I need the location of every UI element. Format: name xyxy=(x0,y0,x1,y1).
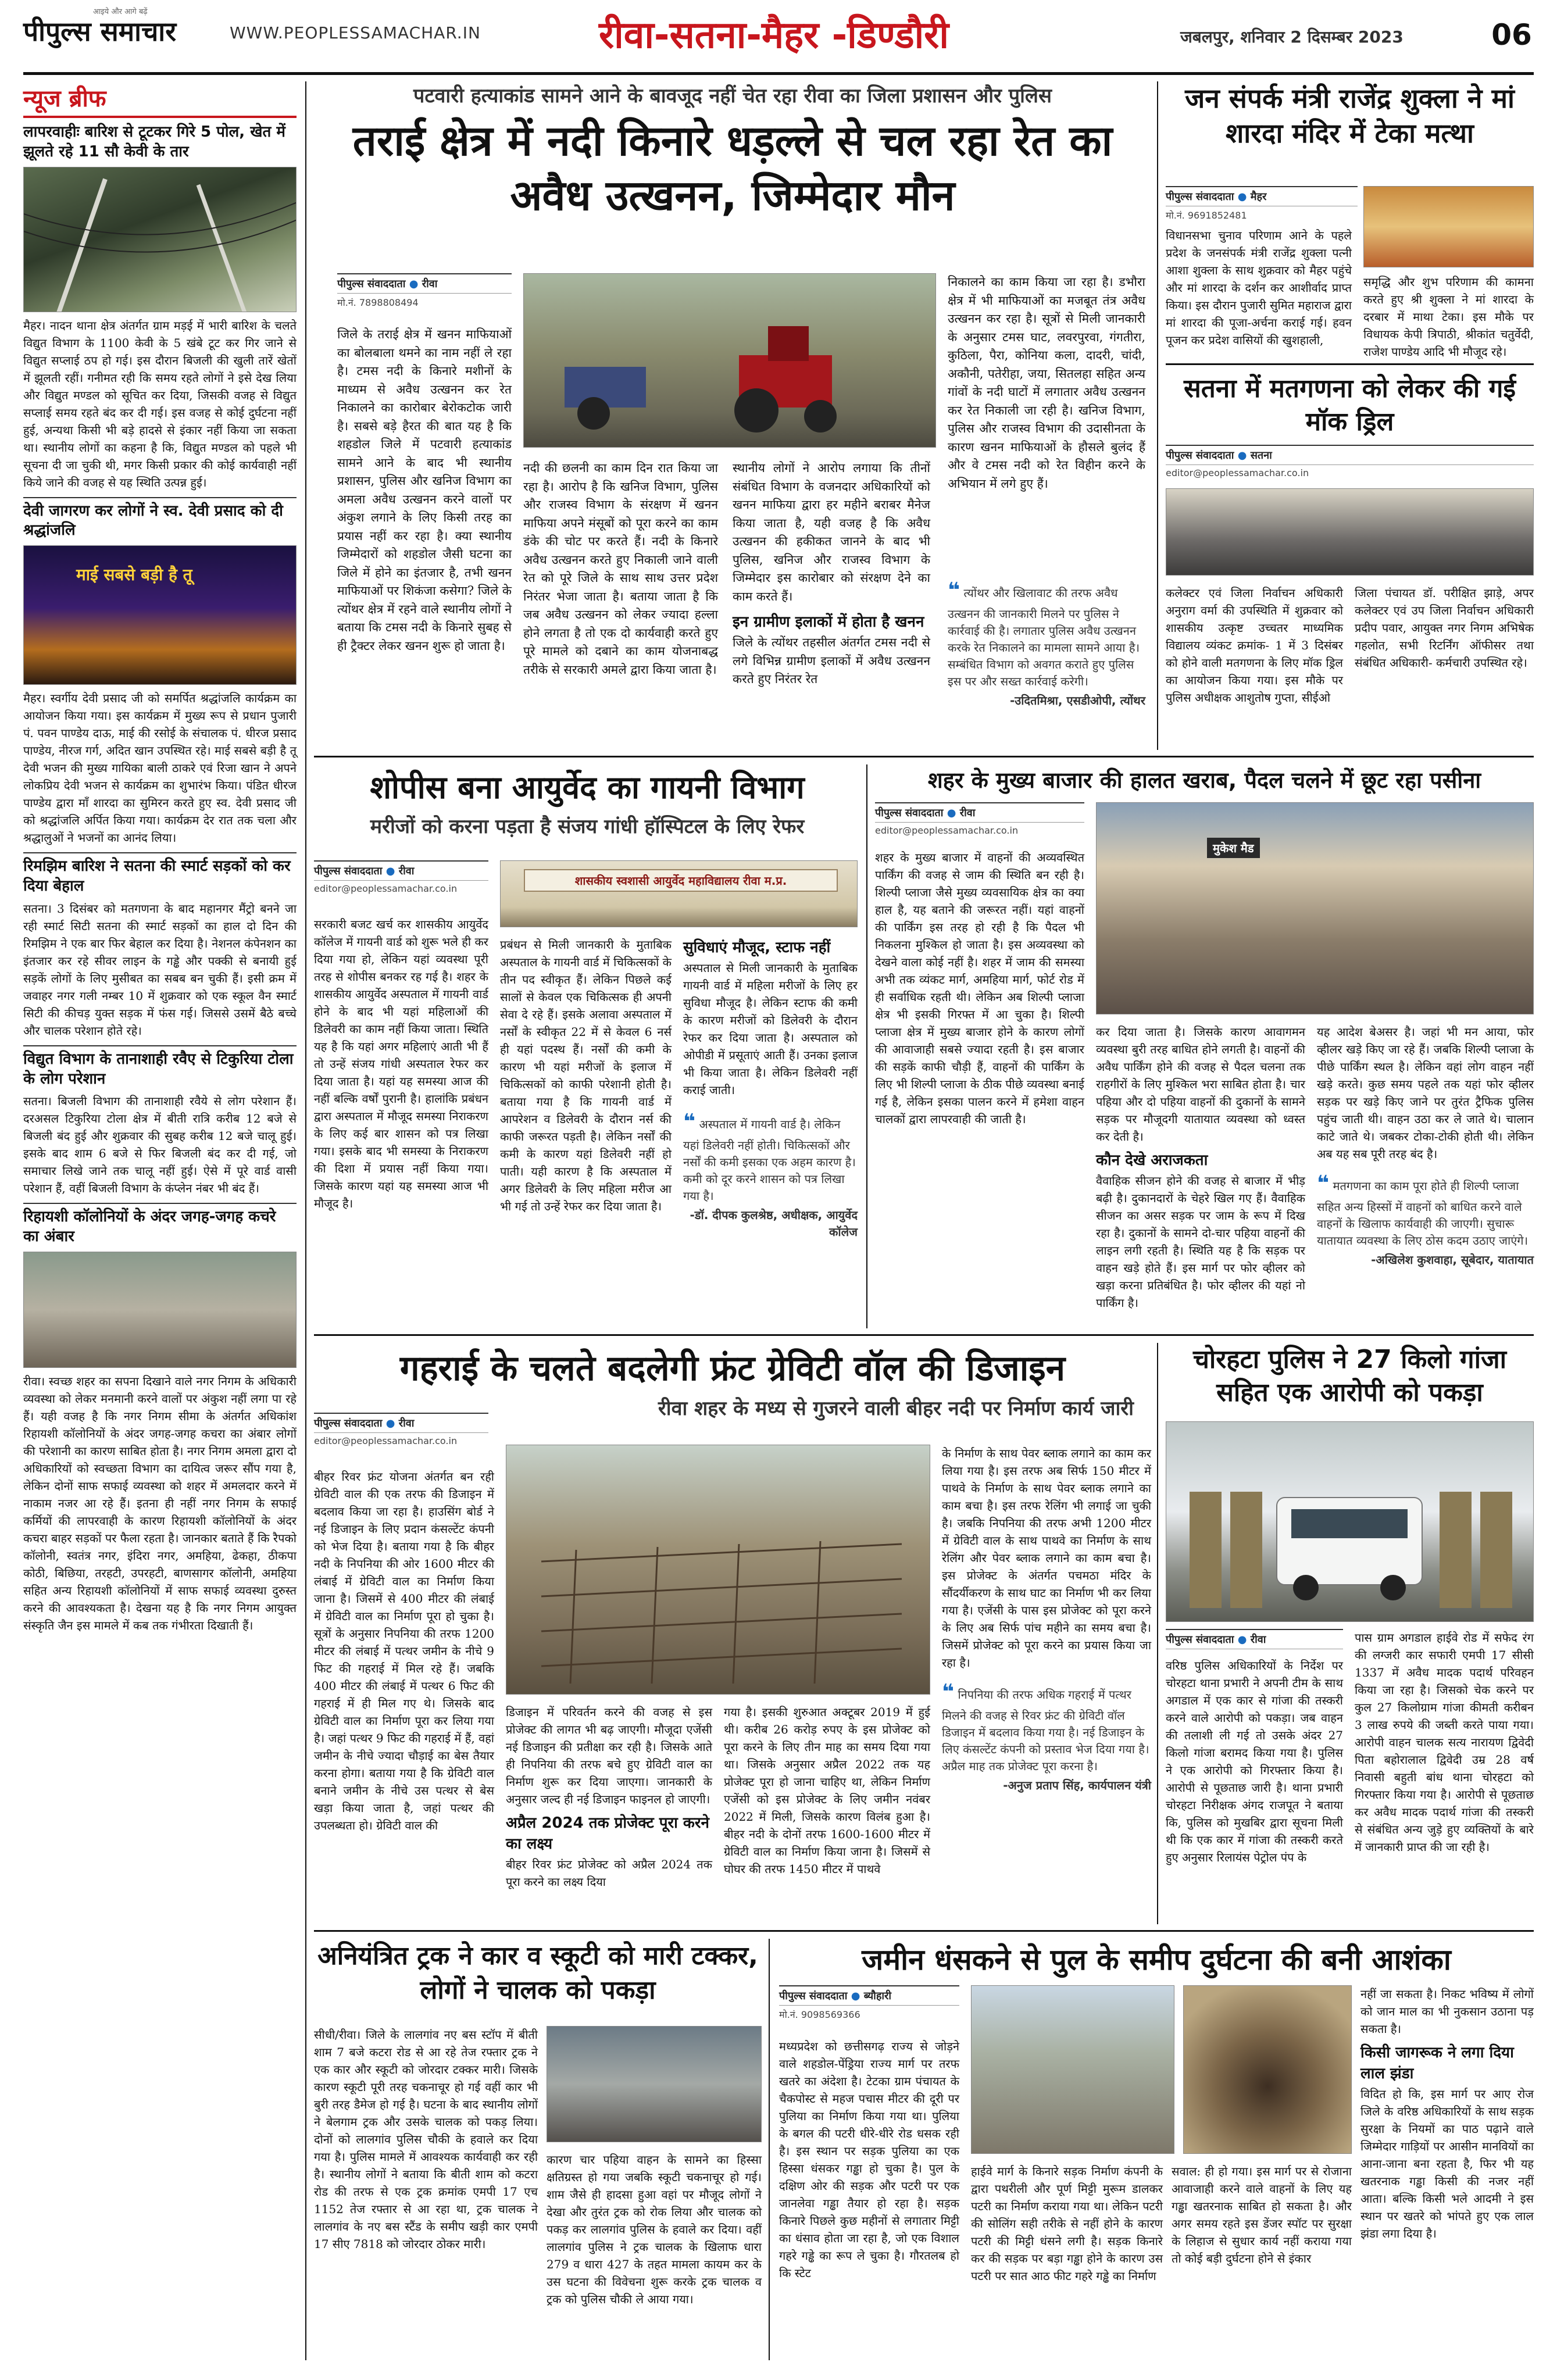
pul-col4-block xyxy=(1360,1985,1534,2242)
reporter-place: रीवा xyxy=(398,1417,415,1430)
mockdrill-photo xyxy=(1166,488,1534,576)
section-rule xyxy=(1166,363,1534,365)
mandir-col1: विधानसभा चुनाव परिणाम आने के पहले प्रदेश के जनसंपर्क मंत्री राजेंद्र शुक्ला पत्नी आशा शुक्ला के साथ शुक्रवार को मैहर पहुंचे और मां शारदा के दर्शन कर आशीर्वाद प्राप्त किया। इस दौरान पुजारी सुमित महाराज द्वारा मां शारदा की पूजा-अर्चना कराई गई। हवन पूजन कर प्रदेश वासियों की खुशहाली, xyxy=(1166,228,1352,347)
bazar-col1: शहर के मुख्य बाजार में वाहनों की अव्यवस्थित पार्किंग की वजह से जाम की स्थिति बन रही है। शिल्पी प्लाजा जैसे मुख्य व्यवसायिक क्षेत्र का क्या हाल है, यह बताने की जरूरत नहीं। यहां वाहनों की पार्किंग इस तरह हो रही है कि पैदल भी निकलना मुश्किल हो जाता है। इस अव्यवस्था को देखने वाला कोई नहीं है। शहर में जाम की समस्या अभी तक व्यंकट मार्ग, अमहिया मार्ग, फोर्ट रोड में ही सर्वाधिक रहती थी। लेकिन अब शिल्पी प्लाजा क्षेत्र भी इसकी गिरफ्त में आ चुका है। शिल्पी प्लाजा क्षेत्र में मुख्य बाजार होने के कारण लोगों की आवाजाही सबसे ज्यादा रहती है। इस बाजार की सड़कें काफी चौड़ी हैं, वाहनों की पार्किंग के लिए भी शिल्पी प्लाजा के ठीक पीछे व्यवस्था बनाई गई है, लेकिन इसका पालन करने में हमेशा वाहन चालकों द्वारा लापरवाही की जाती है। xyxy=(875,850,1084,1126)
bazar-byline: पीपुल्स संवाददाता ● रीवा editor@peoplessamachar.co.in xyxy=(875,802,1084,836)
brief-headline: रिहायशी कॉलोनियों के अंदर जगह-जगह कचरे का अंबार xyxy=(23,1208,276,1246)
brief-item xyxy=(23,497,297,847)
ayurved-headline: शोपीस बना आयुर्वेद का गायनी विभाग xyxy=(370,769,805,806)
mandir-col2: समृद्धि और शुभ परिणाम की कामना करते हुए श्री शुक्ला ने मां शारदा के दरबार में माथा टेका। इस मौके पर विधायक केपी त्रिपाठी, श्रीकांत चतुर्वेदी, राजेश पाण्डेय आदि भी मौजूद रहे। xyxy=(1363,275,1534,359)
ayurved-quote-text: अस्पताल में गायनी वार्ड है। लेकिन यहां डिलेवरी नहीं होती। चिकित्सकों और नर्सों की कमी इसका एक अहम कारण है। कमी को दूर करने शासन को पत्र लिखा गया है। xyxy=(683,1117,856,1203)
reporter-place: रीवा xyxy=(1250,1634,1266,1646)
wall-quote-by: -अनुज प्रताप सिंह, कार्यपालन यंत्री xyxy=(1003,1778,1151,1793)
reporter-email[interactable]: editor@peoplessamachar.co.in xyxy=(314,883,458,894)
reporter-place: रीवा xyxy=(959,807,976,819)
lead-byline: पीपुल्स संवाददाता ● रीवा मो.नं. 7898808494 xyxy=(337,273,512,309)
lead-quote-by: -उदितमिश्रा, एसडीओपी, त्योंथर xyxy=(1009,694,1145,708)
section-rule xyxy=(314,1334,1534,1336)
reporter-place: सतना xyxy=(1250,449,1272,462)
brief-item xyxy=(23,1203,297,1634)
brief-item xyxy=(23,1045,297,1198)
ayurved-col3-block xyxy=(683,936,858,1241)
wall-col2b: बीहर रिवर फ्रंट प्रोजेक्ट को अप्रैल 2024 तक पूरा करने का लक्ष्य दिया xyxy=(506,1857,712,1889)
dateline: जबलपुर, शनिवार 2 दिसम्बर 2023 xyxy=(1180,27,1404,47)
mandir-headline: जन संपर्क मंत्री राजेंद्र शुक्ला ने मां शारदा मंदिर में टेका मत्था xyxy=(1185,83,1515,149)
fallen-poles-illustration xyxy=(24,167,297,312)
wall-quote xyxy=(942,1677,1151,1794)
reporter-place: रीवा xyxy=(398,865,415,877)
brief-item xyxy=(23,123,297,491)
lead-story xyxy=(314,81,1151,750)
site-url[interactable]: WWW.PEOPLESSAMACHAR.IN xyxy=(230,23,481,42)
pul-col1: मध्यप्रदेश को छत्तीसगढ़ राज्य से जोड़ने वाले शहडोल-पेंड्रिया राज्य मार्ग पर तरफ खतरे का अंदेशा है। टेटका ग्राम पंचायत के चैकपोस्ट से महज पचास मीटर की दूरी पर पुलिया का निर्माण किया गया था। पुलिया के बगल की पटरी धीरे-धीरे रोड धसक रही है। इस स्थान पर सड़क पुलिया का एक हिस्सा धंसकर गड्ढा हो चुका है। पुल के दक्षिण ओर की सड़क और पटरी पर एक जानलेवा गड्ढा तैयार हो रहा है। सड़क किनारे पिछले कुछ महीनों से लगातार मिट्टी का धंसाव होता जा रहा है, जो एक विशाल गहरे गड्ढे का रूप ले चुका है। गौरतलब हो कि स्टेट xyxy=(779,2039,959,2280)
reporter-label: पीपुल्स संवाददाता xyxy=(314,865,383,877)
wall-col2-block xyxy=(506,1703,712,1891)
rebar-illustration xyxy=(506,1445,930,1695)
reporter-email[interactable]: editor@peoplessamachar.co.in xyxy=(314,1435,458,1446)
reporter-place: ब्यौहारी xyxy=(863,1990,892,2002)
quote-mark-icon: ❝ xyxy=(942,1680,955,1704)
wall-byline: पीपुल्स संवाददाता ● रीवा editor@peoplessamachar.co.in xyxy=(314,1413,488,1446)
wall-col2-subhead: अप्रैल 2024 तक प्रोजेक्ट पूरा करने का लक्ष्य xyxy=(506,1814,709,1853)
reporter-label: पीपुल्स संवाददाता xyxy=(1166,191,1234,203)
brand-tag: आइये और आगे बढ़ें xyxy=(93,8,148,16)
ayurved-col2: प्रबंधन से मिली जानकारी के मुताबिक अस्पताल के गायनी वार्ड में चिकित्सकों के तीन पद स्वीकृत हैं। लेकिन पिछले कई सालों से केवल एक चिकित्सक ही अपनी सेवा दे रहे हैं। इसके अलावा अस्पताल में नर्सों के स्वीकृत 22 में से केवल 6 नर्स ही यहां पदस्थ हैं। नर्सों की कमी के कारण भी यहां मरीजों के इलाज में चिकित्सकों को काफी परेशानी होती है। बताया गया है कि गायनी वार्ड में आपरेशन व डिलेवरी के दौरान नर्स की काफी जरूरत पड़ती है। लेकिन नर्सों की कमी के कारण यहां डिलेवरी नहीं हो पाती। यही कारण है कि अस्पताल में अगर डिलेवरी के लिए महिला मरीज आ भी गई तो उन्हें रेफर कर दिया जाता है। xyxy=(500,938,672,1213)
wall-quote-text: निपनिया की तरफ अधिक गहराई में पत्थर मिलने की वजह से रिवर फ्रंट की ग्रेविटी वॉल डिजाइन में बदलाव किया गया है। नई डिजाइन के लिए कंसल्टेंट कंपनी को प्रस्ताव भेज दिया गया है। अप्रैल माह तक प्रोजेक्ट पूरा करना है। xyxy=(942,1688,1149,1774)
lead-quote-text: त्योंथर और खिलावाट की तरफ अवैध उत्खनन की जानकारी मिलने पर पुलिस ने कार्रवाई की है। लगातार पुलिस अवैध उत्खनन करके रेत निकालने का मामला सामने आया है। सम्बंधित विभाग को अवगत कराते हुए पुलिस इस पर और सख्त कार्रवाई करेगी। xyxy=(948,586,1140,689)
reporter-label: पीपुल्स संवाददाता xyxy=(779,1990,848,2002)
wall-photo xyxy=(506,1445,930,1695)
ayurved-quote-by: -डॉ. दीपक कुलश्रेष्ठ, अधीक्षक, आयुर्वेद कॉलेज xyxy=(690,1208,858,1239)
bazar-headline: शहर के मुख्य बाजार की हालत खराब, पैदल चलने में छूट रहा पसीना xyxy=(927,767,1481,793)
police-car-illustration xyxy=(1166,1422,1534,1622)
brief-headline: रिमझिम बारिश ने सतना की स्मार्ट सड़कों को कर दिया बेहाल xyxy=(23,857,291,895)
bazar-col2-block xyxy=(1096,1023,1305,1311)
wall-col4-block xyxy=(942,1445,1151,1794)
bazar-col3: यह आदेश बेअसर है। जहां भी मन आया, फोर व्हीलर खड़े किए जा रहे हैं। जबकि शिल्पी प्लाजा के पीछे पार्किंग स्थल है। लेकिन वहां लोग वाहन नहीं खड़े करते। कुछ समय पहले तक यहां फोर व्हीलर सड़क पर खड़े किए जाने पर तुरंत ट्रैफिक पुलिस पहुंच जाती थी। वाहन उठा कर ले जाते थे। चालान काटे जाते थे। जबकर टोका-टोकी होती थी। लेकिन अब यह सब पूरी तरह बंद है। xyxy=(1317,1025,1534,1161)
pul-col3: सवाल: ही हो गया। इस मार्ग पर से रोजाना आवाजाही करने वाले वाहनों के लिए यह गड्ढा खतरनाक साबित हो सकता है। और अगर समय रहते इस डेंजर स्पॉट पर सुरक्षा के लिहाज से सुधार कार्य नहीं कराया गया तो कोई बड़ी दुर्घटना होने से इंकार xyxy=(1172,2164,1352,2265)
brief-title: न्यूज ब्रीफ xyxy=(23,81,297,118)
mandir-byline: पीपुल्स संवाददाता ● मैहर मो.नं. 9691852481 xyxy=(1166,186,1358,221)
mockdrill-headline: सतना में मतगणना को लेकर की गई मॉक ड्रिल xyxy=(1183,374,1516,437)
quote-mark-icon: ❝ xyxy=(1317,1171,1330,1195)
ganja-photo xyxy=(1166,1421,1534,1622)
brief-headline: देवी जागरण कर लोगों ने स्व. देवी प्रसाद को दी श्रद्धांजलि xyxy=(23,502,283,539)
brief-body: मैहर। नादन थाना क्षेत्र अंतर्गत ग्राम मड़ई में भारी बारिश के चलते विद्युत विभाग के 1100 केवी के 5 खंबे टूट कर गिर जाने से विद्युत सप्लाई ठप हो गई। इस दौरान बिजली की खुली तारें खेतों में झूलती रहीं। गनीमत रही कि समय रहते लोगों ने इसे देख लिया और विद्युत मण्डल को सूचित कर दिया, जिसकी वजह से विद्युत सप्लाई समय रहते बंद कर दी गई। इस वजह से कोई दुर्घटना नहीं हुई, अन्यथा किसी भी बड़े हादसे से इंकार नहीं किया जा सकता था। स्थानीय लोगों का कहना है कि, विद्युत मण्डल को पहले भी सूचना दी जा चुकी थी, मगर किसी प्रकार की कोई कार्यवाही नहीं किये जाने की वजह से यह स्थिति उत्पन्न हुई। xyxy=(23,318,297,489)
wall-col1: बीहर रिवर फ्रंट योजना अंतर्गत बन रही ग्रेविटी वाल की एक तरफ की डिजाइन में बदलाव किया जा रहा है। हाउसिंग बोर्ड ने नई डिजाइन के लिए प्रदान कंसल्टेंट कंपनी को भेज दिया है। बताया गया है कि बीहर नदी के निपनिया की ओर 1600 मीटर की लंबाई में ग्रेविटी वाल का निर्माण किया जाना है। जिसमें से 400 मीटर की लंबाई में ग्रेविटी वाल का निर्माण पूरा हो चुका है। सूत्रों के अनुसार निपनिया की तरफ 1200 मीटर की लंबाई में पत्थर जमीन के नीचे 9 फिट की गहराई में मिल रहे हैं। जबकि 400 मीटर की लंबाई में पत्थर 6 फिट की गहराई में ही मिल गए थे। जिसके बाद ग्रेविटी वाल का निर्माण पूरा कर लिया गया है। जहां पत्थर 9 फिट की गहराई में हैं, वहां जमीन के नीचे ज्यादा चौड़ाई का बेस तैयार करना होगा। बताया गया है कि ग्रेविटी वाल बनाने जमीन के नीचे उस पत्थर से बेस खड़ा किया जाता है, जहां पत्थर की उपलब्धता हो। ग्रेविटी वाल की xyxy=(314,1470,494,1832)
brief-body: सतना। 3 दिसंबर को मतगणना के बाद महानगर मैंट्रो बनने जा रही स्मार्ट सिटी सतना की स्मार्ट सड़कों का हाल दो दिन की रिमझिम ने एक बार फिर बेहाल कर दिया है। नेशनल कंपेनशन का इंतजार कर रहे सीवर लाइन के गड्ढे और पक्की से बनायी हुई सड़कें लोगों के लिए मुसीबत का सबब बन चुकी हैं। इसी क्रम में जवाहर नगर गली नम्बर 10 में शुक्रवार को एक स्कूल वैन स्मार्ट सिटी की कीचड़ युक्त सड़क में फंस गई। जिससे उसमें बैठे बच्चे और चालक परेशान होते रहे। xyxy=(23,901,297,1038)
pul-byline: पीपुल्स संवाददाता ● ब्यौहारी मो.नं. 9098569366 xyxy=(779,1985,959,2021)
ganja-byline: पीपुल्स संवाददाता ● रीवा xyxy=(1166,1629,1343,1649)
bazar-story xyxy=(875,764,1534,1328)
pul-col4-subhead: किसी जागरूक ने लगा दिया लाल झंडा xyxy=(1360,2044,1514,2082)
lead-quote xyxy=(948,576,1145,709)
reporter-mobile: मो.नं. 9691852481 xyxy=(1166,210,1247,221)
bazar-quote-text: मतगणना का काम पूरा होते ही शिल्पी प्लाजा सहित अन्य हिस्सों में वाहनों को बाधित करने वाले वाहनों के खिलाफ कार्यवाही की जाएगी। सुचारू यातायात व्यवस्था के लिए ठोस कदम उठाए जाएंगे। xyxy=(1317,1179,1529,1248)
bazar-photo xyxy=(1096,802,1534,1014)
ayurved-col3-subhead: सुविधाएं मौजूद, स्टाफ नहीं xyxy=(683,939,831,956)
mandir-photo xyxy=(1363,186,1534,267)
bazar-col2: कर दिया जाता है। जिसके कारण आवागमन व्यवस्था बुरी तरह बाधित होने लगती है। वाहनों की अवैध पार्किंग होने की वजह से पैदल चलना तक राहगीरों के लिए मुश्किल भरा साबित होता है। चार पहिया और दो पहिया वाहनों की दुकानों के सामने सड़क पर मौजूदगी यातायात व्यवस्था को ध्वस्त कर देती है। xyxy=(1096,1025,1305,1143)
truck-col2: कारण चार पहिया वाहन के सामने का हिस्सा क्षतिग्रस्त हो गया जबकि स्कूटी चकनाचूर हो गई। शाम जैसे ही हादसा हुआ वहां पर मौजूद लोगों ने देखा और तुरंत ट्रक को रोक लिया और चालक को पकड़ कर लालगांव पुलिस के हवाले कर दिया। वहीं लालगांव पुलिस ने ट्रक चालक के खिलाफ धारा 279 व धारा 427 के तहत मामला कायम कर के उस घटना की विवेचना शुरू करके ट्रक चालक व ट्रक को पुलिस चौकी ले आया गया। xyxy=(547,2153,762,2306)
column-divider xyxy=(866,764,867,1328)
reporter-email[interactable]: editor@peoplessamachar.co.in xyxy=(875,825,1019,836)
lead-headline: तराई क्षेत्र में नदी किनारे धड़ल्ले से चल रहा रेत का अवैध उत्खनन, जिम्मेदार मौन xyxy=(352,116,1113,220)
bazar-col3-block xyxy=(1317,1023,1534,1268)
bazar-quote xyxy=(1317,1168,1534,1268)
brief-column xyxy=(23,81,297,2360)
mockdrill-byline: पीपुल्स संवाददाता ● सतना editor@peoplessamachar.co.in xyxy=(1166,445,1534,478)
wall-col2: डिजाइन में परिवर्तन करने की वजह से इस प्रोजेक्ट की लागत भी बढ़ जाएगी। मौजूदा एजेंसी नई डिजाइन की प्रतीक्षा कर रही है। जिसके आते ही निपनिया की तरफ बचे हुए ग्रेविटी वाल का निर्माण शुरू कर दिया जाएगा। जानकारी के अनुसार जल्द ही नई डिजाइन फाइनल हो जाएगी। xyxy=(506,1705,712,1806)
masthead xyxy=(0,0,1557,73)
column-divider xyxy=(769,1939,770,2360)
tractor-illustration xyxy=(524,274,936,448)
brief-body: रीवा। स्वच्छ शहर का सपना दिखाने वाले नगर निगम के अधिकारी व्यवस्था को लेकर मनमानी करने वालों पर अंकुश नहीं लगा पा रहे हैं। यही वजह है कि नगर निगम सीमा के अंतर्गत अधिकांश रिहायशी कॉलोनियों के अंदर जगह-जगह कचरा का अंबार लोगों की परेशानी का कारण साबित होता है। नगर निगम अमला द्वारा दो अधिकारियों को स्वच्छता विभाग का दायित्व जरूर सौंप गया है, लेकिन दोनों साफ सफाई व्यवस्था को शहर में अमलदार करने में नाकाम नजर आ रहे हैं। इतना ही नहीं नगर निगम के सफाई कर्मियों की लापरवाही के कारण रिहायशी कॉलोनियों के अंदर कचरा बाहर सड़कों पर फैला रहता है। जानकार बताते हैं कि रैपको कॉलोनी, स्वतंत्र नगर, इंदिरा नगर, अमहिया, ढेकहा, ठीकपा कोठी, बिछिया, तरहटी, उपरहटी, बाणसागर कॉलोनी, अमहिया सहित अन्य रिहायशी कॉलोनियों में साफ सफाई व्यवस्था दुरुस्त करने की आवश्यकता है। देखना यह है कि नगर निगम आयुक्त संस्कृति जैन इस मामले में कब तक गंभीरता दिखाती हैं। xyxy=(23,1374,297,1632)
lead-col1: जिले के तराई क्षेत्र में खनन माफियाओं का बोलबाला थमने का नाम नहीं ले रहा है। टमस नदी के किनारे मशीनों के माध्यम से अवैध उत्खनन कर रेत निकालने का कारोबार बेरोकटोक जारी है। सबसे बड़े हैरत की बात यह है कि शहडोल जिले में पटवारी हत्याकांड सामने आने के बाद भी स्थानीय प्रशासन, पुलिस और खनिज विभाग का अमला अवैध उत्खनन करने वालों पर अंकुश लगाने के लिए किसी तरह का प्रयास नहीं कर रहा है। क्या स्थानीय जिम्मेदारों को शहडोल जैसी घटना का जिले में होने का इंतजार है, तभी खनन माफियाओं पर शिकंजा कसेगा? जिले के त्योंथर क्षेत्र में रहने वाले स्थानीय लोगों ने बताया कि टमस नदी के किनारे सुबह से ही ट्रैक्टर लेकर खनन शुरू हो जाता है। xyxy=(337,327,512,653)
bazar-quote-by: -अखिलेश कुशवाहा, सूबेदार, यातायात xyxy=(1371,1253,1534,1267)
brief-headline: विद्युत विभाग के तानाशाही रवैए से टिकुरिया टोला के लोग परेशान xyxy=(23,1050,294,1088)
pul-headline: जमीन धंसकने से पुल के समीप दुर्घटना की बनी आशंका xyxy=(862,1943,1451,1977)
reporter-label: पीपुल्स संवाददाता xyxy=(314,1417,383,1430)
ayurved-col3: अस्पताल से मिली जानकारी के मुताबिक गायनी वार्ड में महिला मरीजों के लिए हर सुविधा मौजूद है। लेकिन स्टाफ की कमी के कारण मरीजों को डिलेवरी के दौरान रेफर कर दिया जाता है। अस्पताल को ओपीडी में प्रसूताएं आती हैं। उनका इलाज भी किया जाता है। लेकिन डिलेवरी नहीं कराई जाती। xyxy=(683,961,858,1097)
brand-logo xyxy=(23,8,215,59)
wall-story xyxy=(314,1343,1151,1924)
truck-photo xyxy=(547,2026,762,2142)
reporter-place: मैहर xyxy=(1250,191,1267,203)
mockdrill-col1: कलेक्टर एवं जिला निर्वाचन अधिकारी अनुराग वर्मा की उपस्थिति में शुक्रवार को शासकीय उत्कृष्ट उच्चतर माध्यमिक विद्यालय व्यंकट क्रमांक- 1 में 3 दिसंबर को होने वाली मतगणना के लिए मॉक ड्रिल का आयोजन किया गया। इस मौके पर पुलिस अधीक्षक आशुतोष गुप्ता, सीईओ xyxy=(1166,586,1343,705)
quote-mark-icon: ❝ xyxy=(683,1110,696,1134)
lead-col4: निकालने का काम किया जा रहा है। डभौरा क्षेत्र में भी माफियाओं का मजबूत तंत्र अवैध उत्खनन कर रहा है। सूत्रों से मिली जानकारी के अनुसार टमस घाट, लवरपुरवा, गंगतीरा, कुठिला, पैरा, कोनिया कला, दादरी, चांदी, अकौनी, पतेरीहा, जया, सितलहा सहित अन्य गांवों के नदी घाटों में लगातार अवैध उत्खनन कर रेत निकाली जा रही है। खनिज विभाग, पुलिस और राजस्व विभाग की उदासीनता के कारण खनन माफियाओं के हौसले बुलंद हैं और वे टमस नदी को रेत विहीन करने के अभियान में लगे हुए हैं। xyxy=(948,275,1145,491)
brief-body: मैहर। स्वर्गीय देवी प्रसाद जी को समर्पित श्रद्धांजलि कार्यक्रम का आयोजन किया गया। इस कार्यक्रम में मुख्य रूप से प्रधान पुजारी पं. पवन पाण्डेय दाऊ, माई की रसोई के संचालक पं. धीरज प्रसाद पाण्डेय, नीरज गर्ग, अदित खान उपस्थित रहे। माई सबसे बड़ी है तू देवी भजन की मुख्य गायिका बाली ठाकरे एवं रिजा खान ने अपने लोकप्रिय देवी भजन से कार्यक्रम का शुभारंभ किया। पंडित धीरज पाण्डेय द्वारा माँ शारदा का सुमिरन करते हुए स्व. देवी प्रसाद जी को श्रद्धांजलि अर्पित किया गया। कार्यक्रम देर रात तक चला और श्रद्धालुओं ने भजनों का आनंद लिया। xyxy=(23,691,297,845)
news-photo xyxy=(23,167,297,312)
truck-story xyxy=(314,1939,762,2360)
shop-sign: मुकेश मैड xyxy=(1207,838,1260,858)
lead-col3-subhead: इन ग्रामीण इलाकों में होता है खनन xyxy=(733,613,924,631)
wall-deck: रीवा शहर के मध्य से गुजरने वाली बीहर नदी पर निर्माण कार्य जारी xyxy=(658,1397,1134,1420)
brand-name: पीपुल्स समाचार xyxy=(23,16,177,47)
news-photo xyxy=(23,1252,297,1368)
mandir-story xyxy=(1166,81,1534,359)
truck-headline: अनियंत्रित ट्रक ने कार व स्कूटी को मारी टक्कर, लोगों ने चालक को पकड़ा xyxy=(317,1941,758,2006)
masthead-rule xyxy=(23,72,1534,75)
ganja-headline: चोरहटा पुलिस ने 27 किलो गांजा सहित एक आरोपी को पकड़ा xyxy=(1192,1345,1507,1408)
mockdrill-col2: जिला पंचायत डॉ. परीक्षित झाड़े, अपर कलेक्टर एवं उप जिला निर्वाचन अधिकारी प्रदीप पवार, आयुक्त नगर निगम अभिषेक गहलोत, सभी रिटर्निंग ऑफीसर तथा संबंधित अधिकारी- कर्मचारी उपस्थित रहे। xyxy=(1355,586,1534,670)
college-sign: शासकीय स्वशासी आयुर्वेद महाविद्यालय रीवा म.प्र. xyxy=(524,869,838,892)
ganja-story xyxy=(1166,1343,1534,1924)
reporter-email[interactable]: editor@peoplessamachar.co.in xyxy=(1166,467,1309,478)
lead-col3: स्थानीय लोगों ने आरोप लगाया कि तीनों संबंधित विभाग के वजनदार अधिकारियों को खनन माफिया द्वारा हर महीने बराबर मैनेज किया जाता है, यही वजह है कि अवैध उत्खनन की हकीकत जानने के बाद भी पुलिस, खनिज और राजस्व विभाग के जिम्मेदार इस कारोबार को संरक्षण देने का काम करते हैं। xyxy=(733,461,930,603)
pul-pit-photo xyxy=(1183,1985,1352,2154)
wall-headline: गहराई के चलते बदलेगी फ्रंट ग्रेविटी वॉल की डिजाइन xyxy=(399,1348,1066,1389)
ayurved-col1: सरकारी बजट खर्च कर शासकीय आयुर्वेद कॉलेज में गायनी वार्ड को शुरू भले ही कर दिया गया हो, लेकिन यहां व्यवस्था पूरी तरह से शोपीस बनकर रह गई है। शहर के शासकीय आयुर्वेद अस्पताल में गायनी वार्ड होने के बाद भी यहां महिलाओं की डिलेवरी का काम नहीं किया जाता। स्थिति यह है कि यहां अगर महिलाएं आती भी हैं तो उन्हें संजय गांधी अस्पताल रेफर कर दिया जाता है। यहां यह समस्या आज की नहीं बल्कि वर्षों पुरानी है। हालांकि प्रबंधन द्वारा अस्पताल में मौजूद समस्या निराकरण के लिए कई बार शासन को पत्र लिखा गया। इसके बाद भी समस्या के निराकरण की दिशा में प्रयास नहीं किया गया। जिसके कारण यहां यह समस्या आज भी मौजूद है। xyxy=(314,917,488,1210)
pul-col2: हाईवे मार्ग के किनारे सड़क निर्माण कंपनी के द्वारा पथरीली और पूर्ण मिट्टी मुरूम डालकर पटरी का निर्माण कराया गया था। लेकिन पटरी की सोलिंग सही तरीके से नहीं होने के कारण पटरी की मिट्टी धंसने लगी है। सड़क किनारे कर की सड़क पर बड़ा गड्ढा होने के कारण उस पटरी पर सात आठ फीट गहरे गड्ढे का निर्माण xyxy=(971,2164,1163,2283)
reporter-label: पीपुल्स संवाददाता xyxy=(337,278,406,290)
pul-col4b: विदित हो कि, इस मार्ग पर आए रोज जिले के वरिष्ठ अधिकारियों के साथ सड़क सुरक्षा के नियमों का पाठ पढ़ाने वाले जिम्मेदार गाड़ियों पर आसीन मानवियों का आना-जाना बना रहता है, फिर भी यह खतरनाक गड्ढा किसी की नजर नहीं आता। बल्कि किसी भले आदमी ने इस स्थान पर खतरे को भांपते हुए एक लाल झंडा लगा दिया है। xyxy=(1360,2087,1534,2240)
reporter-label: पीपुल्स संवाददाता xyxy=(875,807,944,819)
brief-headline: लापरवाहीः बारिश से टूटकर गिरे 5 पोल, खेत में झूलते रहे 11 सौ केवी के तार xyxy=(23,123,285,160)
bazar-col2-subhead: कौन देखे अराजकता xyxy=(1096,1152,1208,1169)
lead-photo xyxy=(523,273,936,448)
reporter-place: रीवा xyxy=(422,278,438,290)
ayurved-deck: मरीजों को करना पड़ता है संजय गांधी हॉस्पिटल के लिए रेफर xyxy=(370,815,805,838)
column-divider xyxy=(305,81,306,2360)
news-photo xyxy=(23,545,297,685)
pul-col4: नहीं जा सकता है। निकट भविष्य में लोगों को जान माल का भी नुकसान उठाना पड़ सकता है। xyxy=(1360,1987,1534,2036)
lead-col2: नदी की छलनी का काम दिन रात किया जा रहा है। आरोप है कि खनिज विभाग, पुलिस और राजस्व विभाग के संरक्षण में खनन माफिया अपने मंसूबों को पूरा करने का काम डंके की चोट पर करते हैं। नदी के किनारे अवैध उत्खनन करते हुए निकाली जाने वाली रेत को पूरे जिले के साथ साथ उत्तर प्रदेश निरंतर भेजा जाता है। बताया जाता है कि जब अवैध उत्खनन को लेकर ज्यादा हल्ला होने लगता है तो एक दो कार्यवाही करते हुए पूरे मामले को दबाने का काम योजनाबद्ध तरीके से सरकारी अमले द्वारा किया जाता है। xyxy=(523,461,718,677)
lead-col3b: जिले के त्योंथर तहसील अंतर्गत टमस नदी से लगे विभिन्न ग्रामीण इलाकों में अवैध उत्खनन करते हुए निरंतर रेत xyxy=(733,635,930,686)
ayurved-quote xyxy=(683,1107,858,1241)
wall-col3: गया है। इसकी शुरुआत अक्टूबर 2019 में हुई थी। करीब 26 करोड़ रुपए के इस प्रोजेक्ट को पूरा करने के लिए तीन माह का समय दिया गया था। जिसके अनुसार अप्रैल 2022 तक यह प्रोजेक्ट पूरा हो जाना चाहिए था, लेकिन निर्माण एजेंसी को इस प्रोजेक्ट के लिए जमीन नवंबर 2022 में मिली, जिसके कारण विलंब हुआ है। बीहर नदी के दोनों तरफ 1600-1600 मीटर में ग्रेविटी वाल का निर्माण किया जाना है। जिसमें से घोघर की तरफ 1450 मीटर में पाथवे xyxy=(724,1705,930,1876)
ganja-col2: पास ग्राम अगडाल हाईवे रोड में सफेद रंग की लग्जरी कार सफारी एमपी 17 सीसी 1337 में अवैध मादक पदार्थ परिवहन किया जा रहा है। जिसको चेक करने पर कुल 27 किलोग्राम गांजा कीमती करीबन 3 लाख रुपये की जब्ती करते पाया गया। आरोपी वाहन चालक सत्य नारायण द्विवेदी पिता बहोरालाल द्विवेदी उम्र 28 वर्ष निवासी बहुती बांध थाना चोरहटा को गिरफ्तार किया गया है। आरोपी से पूछताछ कर अवैध मादक पदार्थ गांजा की तस्करी से संबंधित अन्य जुड़े हुए व्यक्तियों के बारे में जानकारी प्राप्त की जा रही है। xyxy=(1355,1631,1534,1854)
bazar-col2b: वैवाहिक सीजन होने की वजह से बाजार में भीड़ बढ़ी है। दुकानदारों के चेहरे खिल गए हैं। वैवाहिक सीजन का असर सड़क पर जाम के रूप में दिख रहा है। दुकानों के सामने दो-चार पहिया वाहनों की लाइन लगी रहती है। स्थिति यह है कि सड़क पर वाहन खड़े होते हैं। इस मार्ग पर फोर व्हीलर को खड़ा करना प्रतिबंधित है। फोर व्हीलर की यहां नो पार्किंग है। xyxy=(1096,1174,1305,1310)
reporter-mobile: मो.नं. 9098569366 xyxy=(779,2009,860,2020)
truck-col1: सीधी/रीवा। जिले के लालगांव नए बस स्टॉप में बीती शाम 7 बजे कटरा रोड से आ रहे तेज रफ्तार ट्रक ने एक कार और स्कूटी को जोरदार टक्कर मारी। जिसके कारण स्कूटी पूरी तरह चकनाचूर हो गई वहीं कार भी बुरी तरह डैमेज हो गई है। घटना के बाद स्थानीय लोगों ने बेलगाम ट्रक और उसके चालक को पकड़ लिया। दोनों को लालगांव पुलिस चौकी के हवाले कर दिया गया है। पुलिस मामले में आवश्यक कार्यवाही कर रही है। स्थानीय लोगों ने बताया कि बीती शाम को कटरा रोड की तरफ से एक ट्रक क्रमांक एमपी 17 एच 1152 तेज रफ्तार से आ रहा था, ट्रक चालक ने लालगांव के नए बस स्टैंड के समीप खड़ी कार एमपी 17 सीए 7818 को जोरदार ठोकर मारी। xyxy=(314,2028,538,2251)
section-title: रीवा-सतना-मैहर -डिण्डौरी xyxy=(599,14,949,57)
reporter-label: पीपुल्स संवाददाता xyxy=(1166,449,1234,462)
ayurved-byline: पीपुल्स संवाददाता ● रीवा editor@peoplessamachar.co.in xyxy=(314,860,488,894)
quote-mark-icon: ❝ xyxy=(948,578,960,602)
column-divider xyxy=(1157,81,1158,750)
reporter-mobile: मो.नं. 7898808494 xyxy=(337,297,419,308)
brief-body: सतना। बिजली विभाग की तानाशाही रवैये से लोग परेशान हैं। दरअसल टिकुरिया टोला क्षेत्र में बीती रात्रि करीब 12 बजे से बिजली बंद हुई और शुक्रवार की सुबह करीब 12 बजे चालू हुई। इसके बाद शाम 6 बजे से फिर बिजली बंद कर दी गई, जो समाचार लिखे जाने तक चालू नहीं हुई। ऐसे में पूरे वार्ड वासी परेशान हैं, वहीं बिजली विभाग के कंप्लेन नंबर भी बंद हैं। xyxy=(23,1094,297,1196)
section-rule xyxy=(314,756,1534,757)
ayurved-story xyxy=(314,764,860,1328)
mockdrill-story xyxy=(1166,372,1534,744)
pul-road-photo xyxy=(971,1985,1174,2154)
reporter-label: पीपुल्स संवाददाता xyxy=(1166,1634,1234,1646)
pul-story xyxy=(779,1939,1534,2360)
stage-banner: माई सबसे बड़ी है तू xyxy=(76,565,192,585)
brief-item xyxy=(23,852,297,1039)
column-divider xyxy=(1157,1343,1158,1924)
lead-col3-block xyxy=(733,459,930,689)
ganja-col1: वरिष्ठ पुलिस अधिकारियों के निर्देश पर चोरहटा थाना प्रभारी ने अपनी टीम के साथ अगडाल में एक कार से गांजा की तस्करी करने वाले आरोपी को पकड़ा। जब वाहन की तलाशी ली गई तो उसके अंदर 27 किलो गांजा बरामद किया गया है। पुलिस ने एक आरोपी को गिरफ्तार किया है। आरोपी से पूछताछ जारी है। थाना प्रभारी चोरहटा निरीक्षक अंगद राजपूत ने बताया कि, पुलिस को मुखबिर द्वारा सूचना मिली थी कि एक कार में गांजा की तस्करी करते हुए अनुसार रिलायंस पेट्रोल पंप के xyxy=(1166,1659,1343,1864)
page-number: 06 xyxy=(1491,18,1532,52)
wall-col4: के निर्माण के साथ पेवर ब्लाक लगाने का काम कर लिया गया है। इस तरफ अब सिर्फ 150 मीटर में पाथवे के निर्माण के साथ पेवर ब्लाक लगाने का काम बचा है। इस तरफ रेलिंग भी लगाई जा चुकी है। जबकि निपनिया की तरफ अभी 1200 मीटर में ग्रेविटी वाल के साथ पाथवे का निर्माण के साथ रेलिंग और पेवर ब्लाक लगाने का काम बचा है। इस प्रोजेक्ट के अंतर्गत पचमठा मंदिर के सौंदर्यीकरण के साथ घाट का निर्माण भी कर लिया गया है। एजेंसी के पास इस प्रोजेक्ट को पूरा करने के लिए अब सिर्फ पांच महीने का समय बचा है। जिसमें प्रोजेक्ट को पूरा करने का प्रयास किया जा रहा है। xyxy=(942,1446,1151,1670)
ayurved-photo xyxy=(500,860,858,927)
lead-kicker: पटवारी हत्याकांड सामने आने के बावजूद नहीं चेत रहा रीवा का जिला प्रशासन और पुलिस xyxy=(413,84,1052,108)
section-rule xyxy=(314,1930,1534,1932)
